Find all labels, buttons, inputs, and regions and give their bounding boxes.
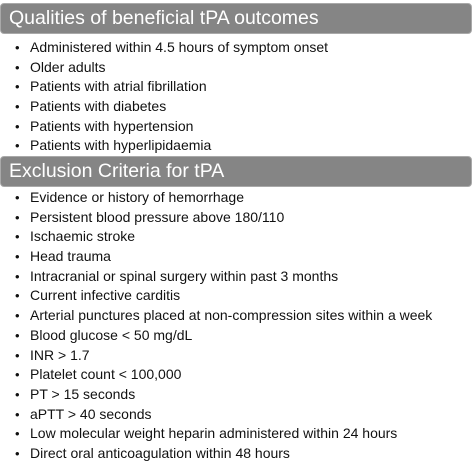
list-item (0, 326, 432, 346)
exclusion-criteria-list (0, 188, 432, 464)
list-item-text: Administered within 4.5 hours of symptom onset (30, 39, 329, 55)
beneficial-outcomes-list (0, 38, 328, 156)
bullet-icon: • (15, 138, 20, 154)
list-item-text: Head trauma (30, 248, 111, 265)
list-item (0, 444, 432, 464)
list-item-text: Current infective carditis (30, 287, 181, 304)
list-item (0, 117, 328, 137)
list-item-text: aPTT > 40 seconds (30, 405, 152, 422)
list-item (0, 405, 432, 425)
list-item-text: PT > 15 seconds (30, 385, 136, 402)
list-item (0, 267, 432, 287)
list-item (0, 247, 432, 267)
list-item-text: Arterial punctures placed at non-compression sites within a week (30, 307, 433, 324)
bullet-icon: • (15, 79, 20, 95)
bullet-icon: • (15, 249, 20, 265)
list-item-text: Evidence or history of hemorrhage (30, 189, 244, 205)
bullet-icon: • (15, 118, 20, 134)
section-header-beneficial-outcomes: Qualities of beneficial tPA outcomes (0, 3, 472, 34)
list-item-text: Patients with atrial fibrillation (30, 78, 207, 95)
bullet-icon: • (15, 190, 20, 205)
list-item (0, 365, 432, 385)
list-item (0, 286, 432, 306)
list-item (0, 385, 432, 405)
list-item-text: Persistent blood pressure above 180/110 (30, 208, 285, 225)
list-item (0, 424, 432, 444)
bullet-icon: • (15, 40, 20, 55)
bullet-icon: • (15, 59, 20, 75)
list-item-text: Older adults (30, 58, 106, 75)
list-item-text: INR > 1.7 (30, 346, 90, 363)
bullet-icon: • (15, 99, 20, 115)
section-header-exclusion-criteria: Exclusion Criteria for tPA (0, 156, 472, 187)
bullet-icon: • (15, 209, 20, 225)
bullet-icon: • (15, 386, 20, 402)
bullet-icon: • (15, 288, 20, 304)
list-item-text: Blood glucose < 50 mg/dL (30, 326, 193, 343)
list-item-text: Ischaemic stroke (30, 228, 136, 245)
list-item (0, 306, 432, 326)
list-item-text: Patients with hypertension (30, 117, 194, 134)
bullet-icon: • (15, 406, 20, 422)
list-item (0, 208, 432, 228)
list-item-text: Intracranial or spinal surgery within past 3 months (30, 267, 339, 284)
bullet-icon: • (15, 426, 20, 442)
bullet-icon: • (15, 445, 20, 461)
list-item (0, 77, 328, 97)
list-item (0, 58, 328, 78)
list-item (0, 227, 432, 247)
list-item-text: Direct oral anticoagulation within 48 hours (30, 444, 290, 461)
list-item-text: Platelet count < 100,000 (30, 366, 182, 383)
bullet-icon: • (15, 268, 20, 284)
list-item (0, 38, 328, 58)
bullet-icon: • (15, 327, 20, 343)
list-item-text: Patients with diabetes (30, 98, 167, 115)
list-item-text: Low molecular weight heparin administered within 24 hours (30, 425, 398, 442)
bullet-icon: • (15, 229, 20, 245)
list-item (0, 97, 328, 117)
list-item (0, 136, 328, 156)
bullet-icon: • (15, 367, 20, 383)
list-item (0, 346, 432, 366)
list-item-text: Patients with hyperlipidaemia (30, 137, 212, 154)
bullet-icon: • (15, 347, 20, 363)
bullet-icon: • (15, 308, 20, 324)
list-item (0, 188, 432, 208)
